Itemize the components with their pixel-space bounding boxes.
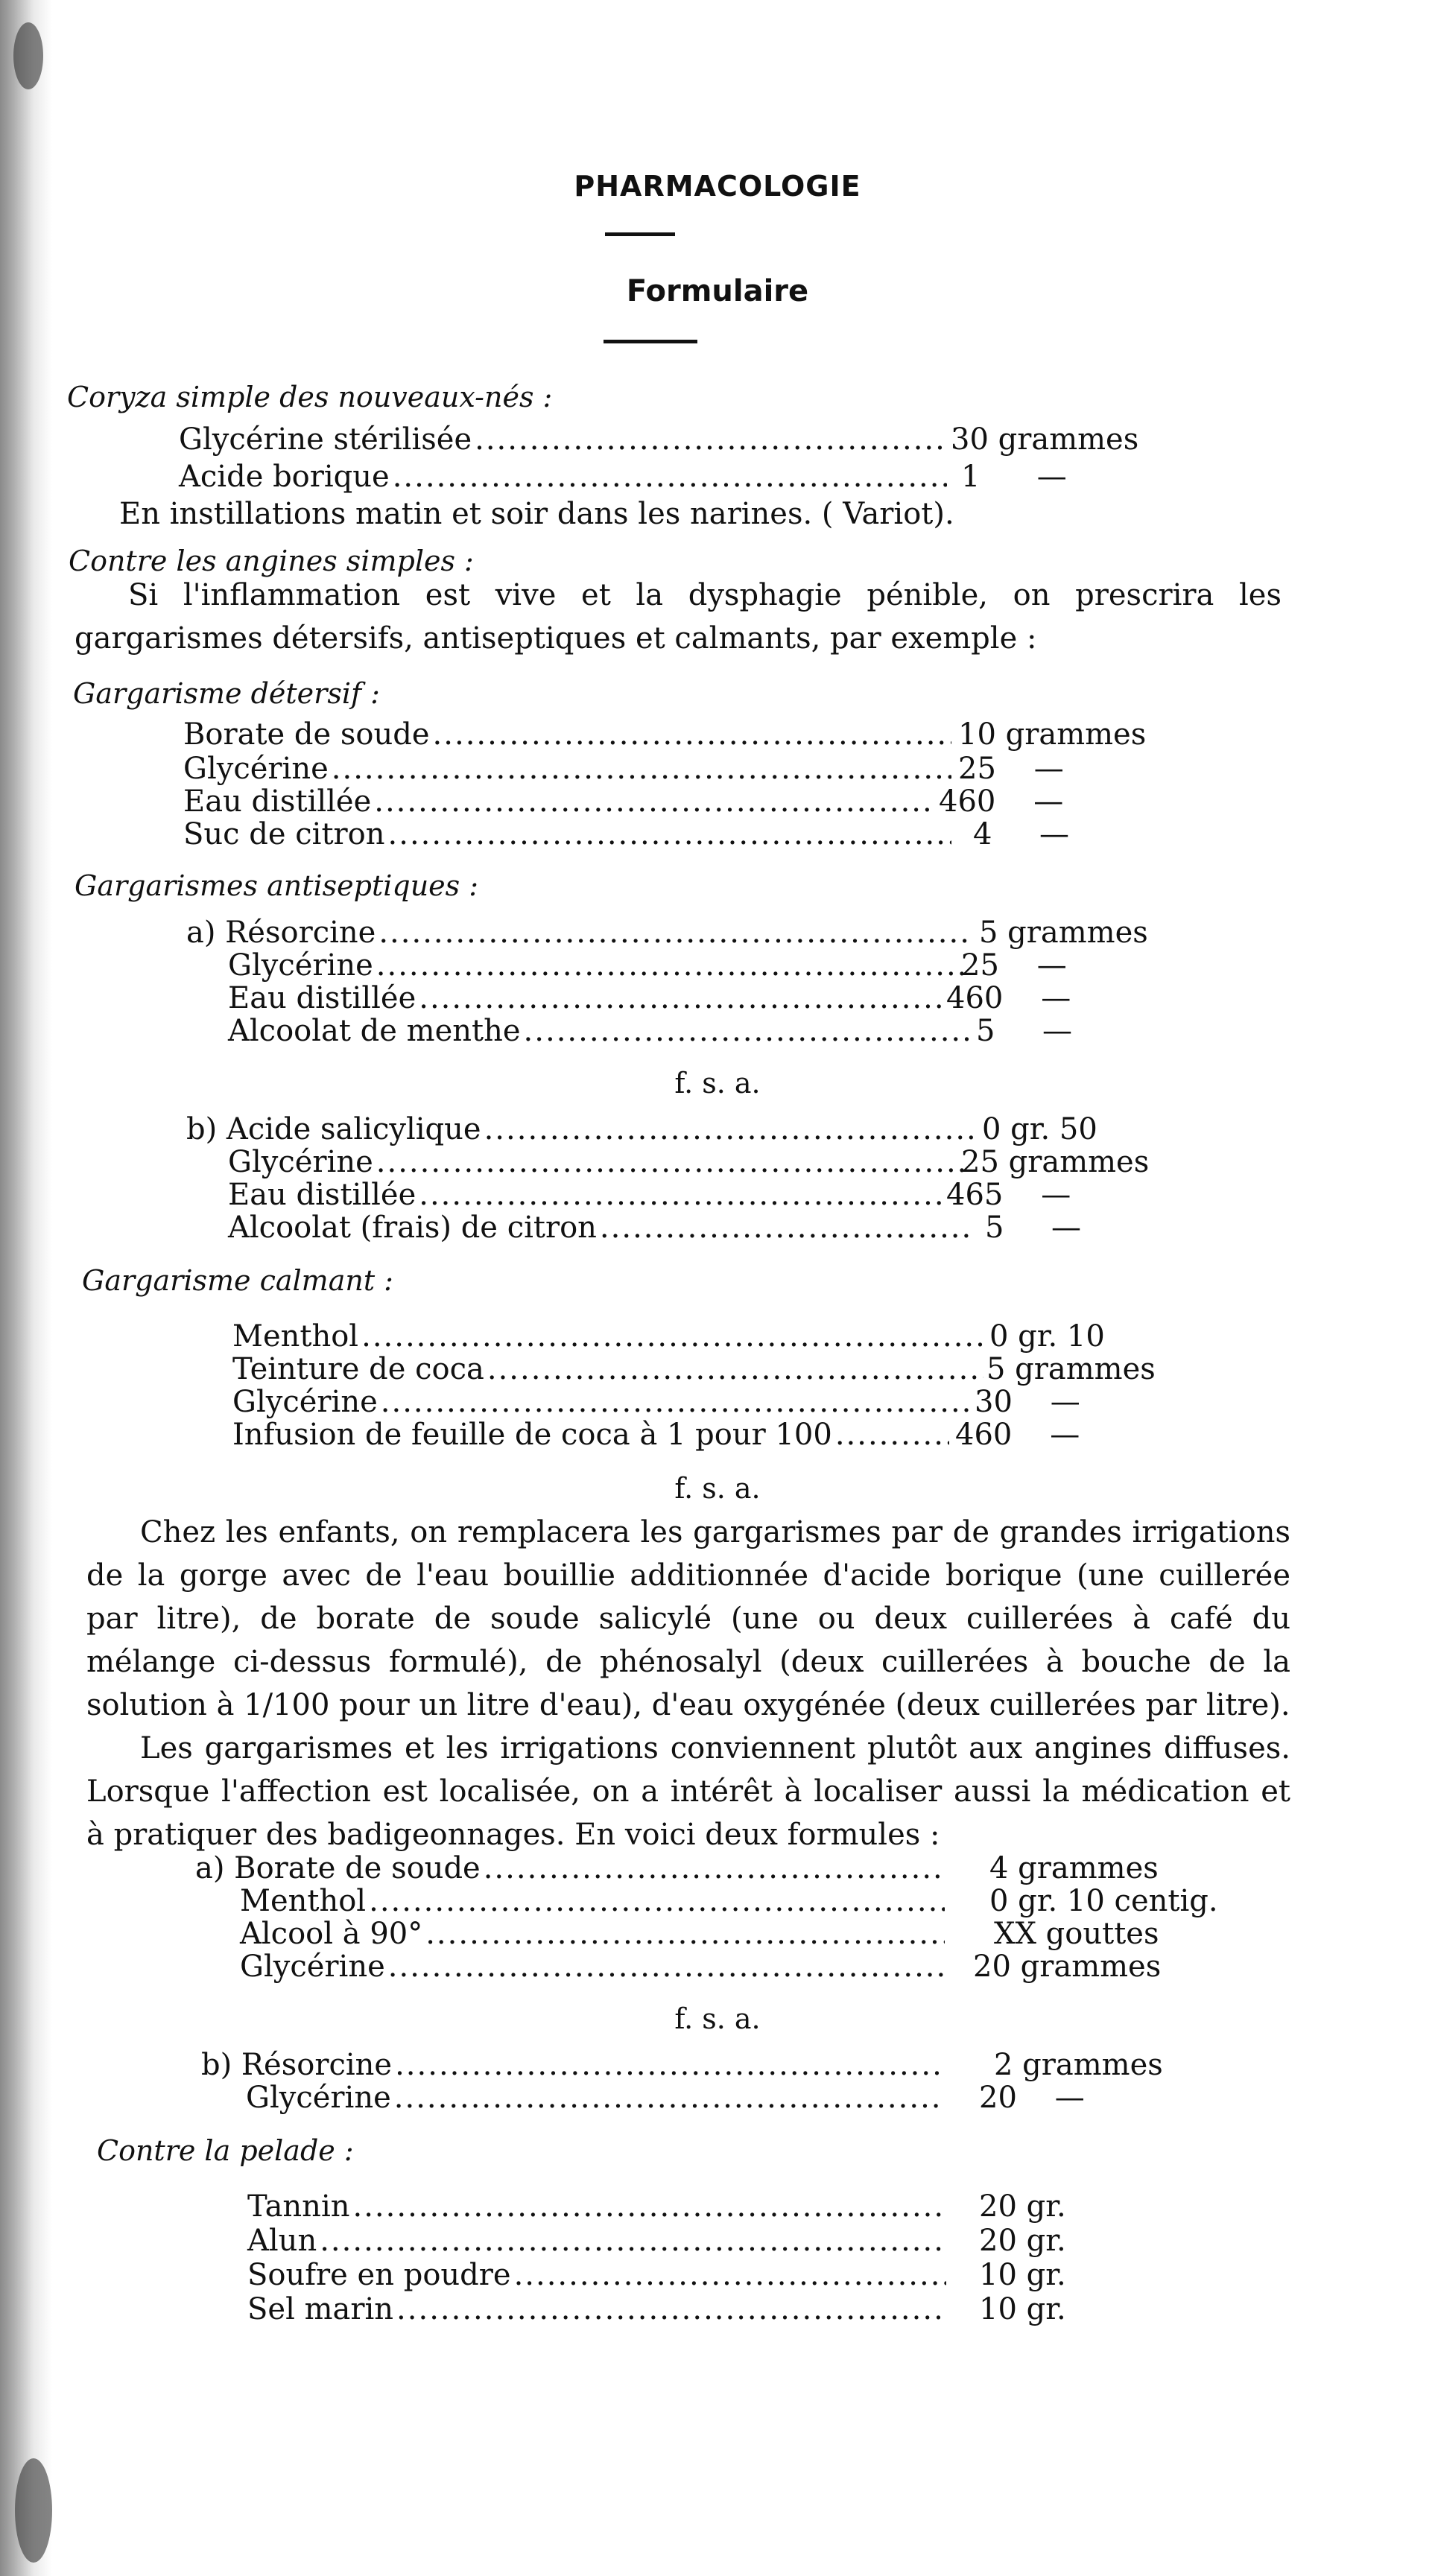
formula-entry [247, 2258, 1066, 2292]
formula-entry [247, 2292, 1066, 2326]
ingredient-name: Menthol [232, 1319, 359, 1354]
formula-entry [186, 916, 1148, 950]
section-heading-angines: Contre les angines simples : [69, 545, 474, 577]
paragraph-enfants [86, 1511, 1290, 1856]
formula-entry [183, 752, 1064, 786]
ingredient-name: Suc de citron [183, 817, 385, 851]
paragraph-angines [75, 574, 1282, 660]
ingredient-quantity: 10 gr. [979, 2258, 1066, 2292]
ingredient-quantity: 5 — [976, 1014, 1073, 1048]
section-heading-antiseptiques: Gargarismes antiseptiques : [75, 869, 479, 902]
ingredient-quantity: 10 grammes [958, 717, 1147, 752]
ingredient-name: Tannin [247, 2189, 350, 2224]
ingredient-name: Glycérine [228, 948, 373, 983]
scan-smudge [15, 2458, 52, 2563]
ingredient-name: Alcoolat (frais) de citron [228, 1211, 597, 1245]
ingredient-quantity: 460 — [955, 1418, 1080, 1452]
ingredient-name: Eau distillée [228, 981, 416, 1015]
section-heading-detersif: Gargarisme détersif : [73, 677, 380, 710]
ingredient-name: a) Résorcine [186, 916, 376, 950]
ingredient-name: Menthol [240, 1884, 367, 1918]
formula-entry [183, 817, 1070, 851]
ingredient-quantity: 0 gr. 10 [989, 1319, 1105, 1354]
formula-entry [240, 1950, 1162, 1984]
ingredient-quantity: 4 grammes [989, 1851, 1159, 1885]
usage-note: En instillations matin et soir dans les narines. ( Variot). [119, 497, 954, 531]
formula-entry [232, 1385, 1080, 1419]
ingredient-quantity: 10 gr. [979, 2292, 1066, 2326]
formula-entry [228, 981, 1071, 1015]
formula-entry [228, 1145, 1150, 1179]
ingredient-quantity: 20 — [979, 2081, 1085, 2115]
formula-entry [228, 1014, 1073, 1048]
ingredient-quantity: 0 gr. 50 [982, 1112, 1097, 1146]
ingredient-name: Eau distillée [228, 1178, 416, 1212]
scan-smudge [13, 22, 43, 89]
ingredient-quantity: 2 grammes [994, 2048, 1163, 2082]
ingredient-name: Sel marin [247, 2292, 394, 2326]
ingredient-name: Infusion de feuille de coca à 1 pour 100 [232, 1418, 832, 1452]
ingredient-name: Glycérine [228, 1145, 373, 1179]
fsa-label: f. s. a. [674, 1067, 761, 1100]
ingredient-quantity: 30 — [975, 1385, 1080, 1419]
ingredient-quantity: 30 grammes [951, 422, 1139, 457]
formula-entry [232, 1418, 1080, 1452]
ingredient-name: Glycérine [246, 2081, 391, 2115]
ingredient-quantity: 20 gr. [979, 2224, 1066, 2258]
ingredient-name: Soufre en poudre [247, 2258, 511, 2292]
formula-entry [240, 1884, 1218, 1918]
ingredient-quantity: 5 grammes [979, 916, 1148, 950]
formula-entry [246, 2081, 1085, 2115]
formula-entry [179, 422, 1139, 457]
formula-entry [240, 1917, 1159, 1951]
ingredient-quantity: 460 — [946, 981, 1071, 1015]
scanned-page-edge [0, 0, 52, 2576]
ingredient-name: Eau distillée [183, 784, 372, 819]
ingredient-quantity: 25 grammes [961, 1145, 1150, 1179]
ingredient-name: b) Résorcine [201, 2048, 393, 2082]
ingredient-quantity: 4 — [973, 817, 1070, 851]
formula-entry [183, 717, 1147, 752]
formula-entry [228, 1211, 1082, 1245]
formula-entry [228, 948, 1067, 983]
subtitle-rule [604, 340, 697, 343]
ingredient-quantity: 460 — [939, 784, 1064, 819]
section-heading-calmant: Gargarisme calmant : [82, 1264, 393, 1297]
ingredient-name: Glycérine [240, 1950, 385, 1984]
formula-entry [179, 460, 1067, 494]
formula-entry [195, 1851, 1159, 1885]
ingredient-name: Glycérine [232, 1385, 378, 1419]
ingredient-quantity: 0 gr. 10 centig. [989, 1884, 1218, 1918]
running-title: PHARMACOLOGIE [574, 170, 861, 203]
ingredient-name: Teinture de coca [232, 1352, 484, 1386]
ingredient-quantity: 20 grammes [973, 1950, 1162, 1984]
fsa-label: f. s. a. [674, 1472, 761, 1505]
ingredient-quantity: 25 — [958, 752, 1064, 786]
formula-entry [232, 1352, 1156, 1386]
ingredient-quantity: 465 — [946, 1178, 1071, 1212]
formula-entry [247, 2224, 1066, 2258]
ingredient-name: Acide borique [179, 460, 390, 494]
ingredient-name: a) Borate de soude [195, 1851, 481, 1885]
formula-entry [228, 1178, 1071, 1212]
ingredient-quantity: 5 — [985, 1211, 1082, 1245]
formula-entry [186, 1112, 1097, 1146]
ingredient-name: Alcoolat de menthe [228, 1014, 521, 1048]
section-heading-pelade: Contre la pelade : [97, 2134, 354, 2167]
ingredient-name: Borate de soude [183, 717, 430, 752]
section-heading-coryza: Coryza simple des nouveaux-nés : [67, 381, 553, 413]
ingredient-quantity: 1 — [961, 460, 1067, 494]
paragraph-text: Chez les enfants, on remplacera les gargarismes par de grandes irrigations de la gorge avec de l'eau bouillie additionnée d'acide borique (une cuillerée par litre), de borate de soude salicylé (une ou deux cuillerées à café du mélange ci-dessus formulé), de phénosalyl (deux cuillerées à bouche de la solution à 1/100 pour un litre d'eau), d'eau oxygénée (deux cuillerées par litre). [86, 1515, 1290, 1722]
paragraph-text: Les gargarismes et les irrigations conviennent plutôt aux angines diffuses. Lorsque l'affection est localisée, on a intérêt à localiser aussi la médication et à pratiquer des badigeonnages. En voici deux formules : [86, 1731, 1290, 1852]
ingredient-name: Glycérine stérilisée [179, 422, 472, 457]
ingredient-quantity: 5 grammes [986, 1352, 1156, 1386]
formula-entry [201, 2048, 1163, 2082]
ingredient-quantity: XX gouttes [994, 1917, 1159, 1951]
title-rule [605, 232, 675, 236]
subtitle: Formulaire [626, 274, 809, 308]
paragraph-text: Si l'inflammation est vive et la dysphagie pénible, on prescrira les gargarismes détersifs, antiseptiques et calmants, par exemple : [75, 578, 1282, 656]
ingredient-name: Alcool à 90° [240, 1917, 423, 1951]
formula-entry [183, 784, 1064, 819]
ingredient-quantity: 20 gr. [979, 2189, 1066, 2224]
ingredient-name: b) Acide salicylique [186, 1112, 481, 1146]
fsa-label: f. s. a. [674, 2002, 761, 2035]
ingredient-name: Glycérine [183, 752, 329, 786]
formula-entry [232, 1319, 1105, 1354]
ingredient-name: Alun [247, 2224, 317, 2258]
ingredient-quantity: 25 — [961, 948, 1067, 983]
formula-entry [247, 2189, 1066, 2224]
